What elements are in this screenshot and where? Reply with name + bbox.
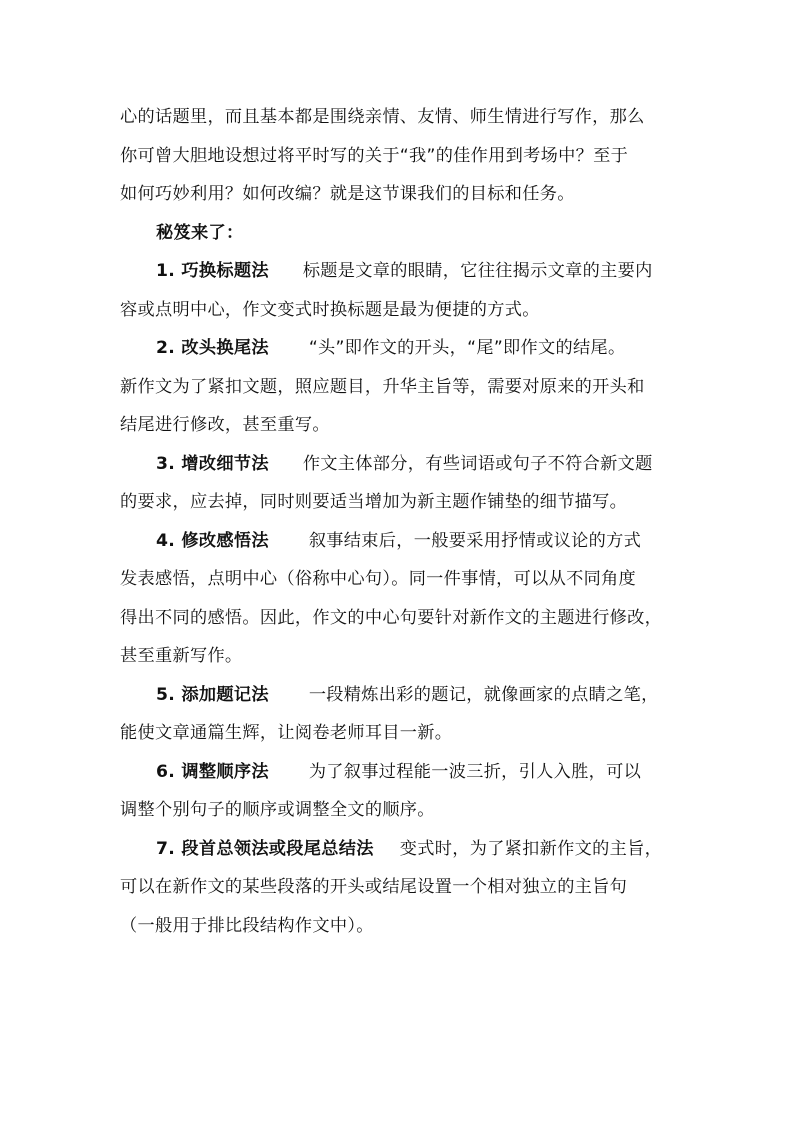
- tips-heading-paragraph: [120, 214, 680, 253]
- method-5-title: 5. 添加题记法: [156, 684, 269, 705]
- intro-line-3: 如何巧妙利用？如何改编？就是这节课我们的目标和任务。: [120, 184, 575, 204]
- method-6-line-1: [120, 753, 680, 792]
- method-4-line-2: 发表感悟，点明中心（俗称中心句）。同一件事情，可以从不同角度: [120, 569, 637, 589]
- method-1-line-2: 容或点明中心，作文变式时换标题是最为便捷的方式。: [120, 299, 540, 320]
- method-4: [120, 522, 680, 676]
- method-2-line-1: [120, 329, 680, 368]
- method-4-title: 4. 修改感悟法: [156, 530, 269, 551]
- method-7-title: 7. 段首总领法或段尾总结法: [156, 838, 374, 859]
- method-7-line-2: 可以在新作文的某些段落的开头或结尾设置一个相对独立的主旨句: [120, 877, 628, 897]
- method-2-line-2: 新作文为了紧扣文题，照应题目，升华主旨等，需要对原来的开头和: [120, 376, 645, 397]
- method-4-line-1: [120, 522, 680, 561]
- intro-line-1: 心的话题里，而且基本都是围绕亲情、友情、师生情进行写作，那么: [120, 107, 645, 127]
- method-5-text-1: 一段精炼出彩的题记，就像画家的点睛之笔，: [308, 684, 659, 705]
- method-2-text-1: “头”即作文的开头，“尾”即作文的结尾。: [308, 338, 626, 358]
- method-7: [120, 830, 680, 946]
- method-5-line-2: 能使文章通篇生辉，让阅卷老师耳目一新。: [120, 723, 453, 743]
- method-3-line-2: 的要求，应去掉，同时则要适当增加为新主题作铺垫的细节描写。: [120, 492, 628, 512]
- method-4-line-4: 甚至重新写作。: [120, 646, 243, 666]
- method-7-line-1: [120, 830, 680, 869]
- intro-line-2: 你可曾大胆地设想过将平时写的关于“我”的佳作用到考场中？至于: [120, 145, 629, 166]
- method-5: [120, 676, 680, 753]
- method-5-line-1: [120, 676, 680, 715]
- method-6: [120, 753, 680, 830]
- method-3-title: 3. 增改细节法: [156, 453, 269, 474]
- method-3-line-1: [120, 445, 680, 484]
- method-3-text-1: 作文主体部分，有些词语或句子不符合新文题: [302, 453, 653, 474]
- method-7-text-1: 变式时，为了紧扣新作文的主旨，: [399, 838, 663, 859]
- method-6-title: 6. 调整顺序法: [156, 761, 269, 782]
- document-page: [120, 98, 680, 945]
- method-4-text-1: 叙事结束后，一般要采用抒情或议论的方式: [308, 530, 642, 551]
- method-7-line-3: （一般用于排比段结构作文中）。: [120, 915, 374, 936]
- method-6-text-1: 为了叙事过程能一波三折，引人入胜，可以: [308, 761, 642, 782]
- tips-heading: 秘笈来了：: [156, 222, 244, 243]
- method-2: [120, 329, 680, 445]
- method-1-text-1: 标题是文章的眼睛，它往往揭示文章的主要内: [302, 261, 653, 281]
- method-3: [120, 445, 680, 522]
- method-2-title: 2. 改头换尾法: [156, 338, 269, 358]
- method-1-line-1: [120, 252, 680, 291]
- method-6-line-2: 调整个别句子的顺序或调整全文的顺序。: [120, 800, 435, 820]
- method-2-line-3: 结尾进行修改，甚至重写。: [120, 415, 330, 435]
- method-4-line-3: 得出不同的感悟。因此，作文的中心句要针对新作文的主题进行修改，: [120, 607, 663, 628]
- method-1: [120, 252, 680, 329]
- method-1-title: 1. 巧换标题法: [156, 261, 269, 281]
- intro-paragraph: [120, 98, 680, 214]
